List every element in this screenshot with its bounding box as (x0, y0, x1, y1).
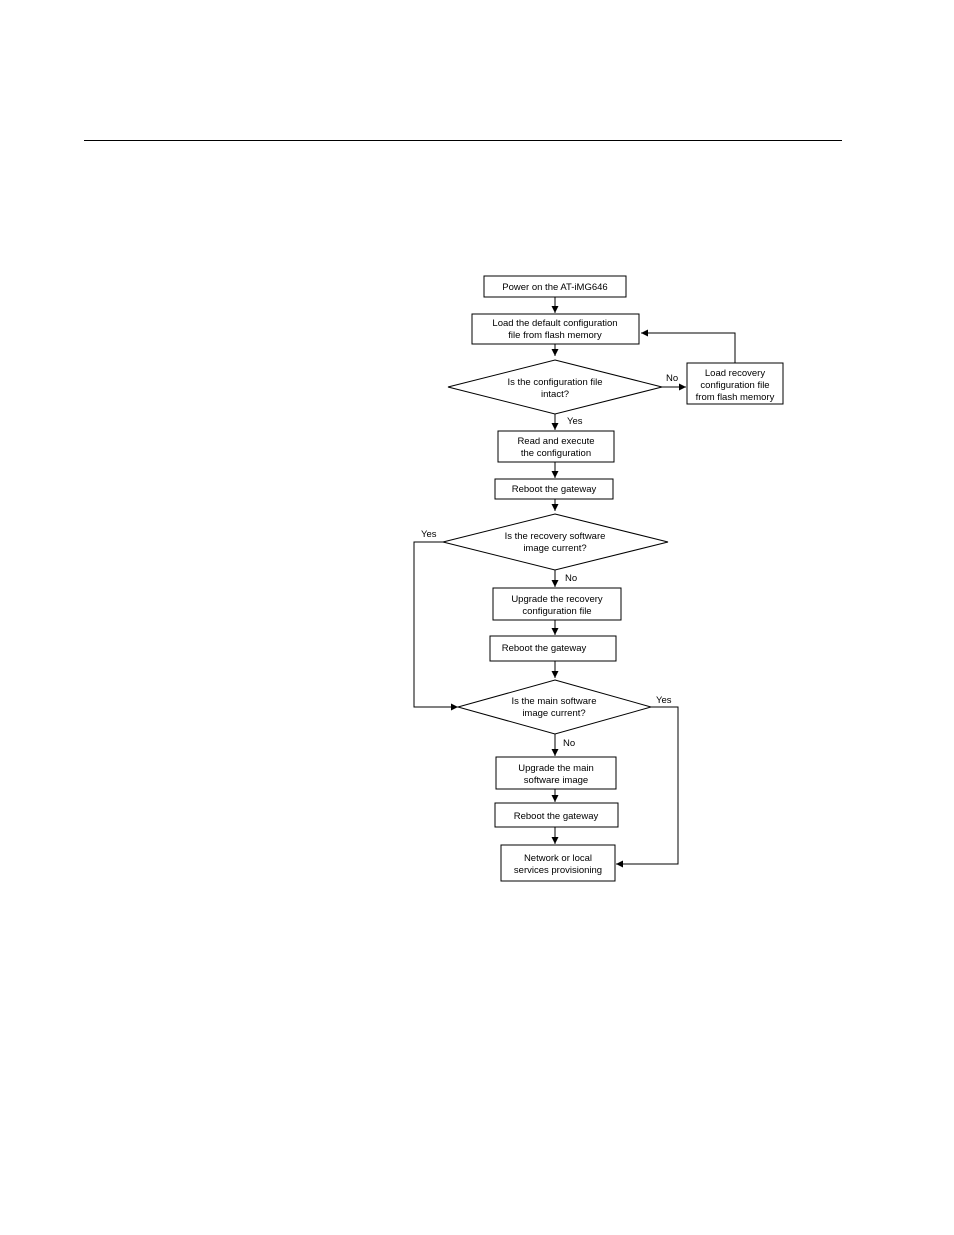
node-label (514, 853, 602, 876)
node-label (696, 368, 775, 403)
node-label-line: Reboot the gateway (501, 643, 587, 654)
label-recovery-no: No (565, 573, 578, 584)
node-upgrade-recovery-config (493, 588, 621, 620)
node-label-line: Is the main software (511, 696, 597, 707)
node-label (502, 282, 607, 293)
node-label (512, 484, 597, 495)
node-main-image-current-decision (458, 680, 651, 734)
node-label-line: services provisioning (513, 865, 603, 876)
node-label (517, 436, 594, 459)
edge-recovery-loop (641, 333, 735, 363)
node-power-on (484, 276, 626, 297)
label-main-yes: Yes (656, 695, 672, 706)
node-label-line: Upgrade the recovery (511, 594, 603, 605)
node-reboot-gateway-2 (490, 636, 616, 661)
node-label-line: Load recovery (704, 368, 766, 379)
node-label (514, 811, 599, 822)
node-label-line: Reboot the gateway (511, 484, 597, 495)
node-load-recovery-config (687, 363, 783, 404)
edge-recovery-yes (414, 542, 458, 707)
node-label-line: Is the recovery software (504, 531, 606, 542)
node-label-line: file from flash memory (508, 330, 602, 341)
node-label-line: the configuration (520, 448, 592, 459)
node-label-line: configuration file (522, 606, 592, 617)
node-recovery-image-current-decision (443, 514, 668, 570)
node-label-line: Network or local (523, 853, 593, 864)
node-label-line: from flash memory (695, 392, 775, 403)
node-load-default-config (472, 314, 639, 344)
node-label (511, 594, 603, 617)
node-config-intact-decision (448, 360, 662, 414)
node-read-execute-config (498, 431, 614, 462)
node-label-line: software image (523, 775, 589, 786)
label-intact-yes: Yes (567, 416, 583, 427)
node-label-line: image current? (522, 708, 586, 719)
node-label-line: Reboot the gateway (513, 811, 599, 822)
node-label (502, 643, 587, 654)
node-label-line: Is the configuration file (507, 377, 603, 388)
node-services-provisioning (501, 845, 615, 881)
node-label-line: intact? (541, 389, 569, 400)
edge-main-yes (616, 707, 678, 864)
node-label-line: image current? (523, 543, 587, 554)
node-label (518, 763, 594, 786)
label-main-no: No (563, 738, 576, 749)
node-reboot-gateway-3 (495, 803, 618, 827)
node-label-line: Power on the AT-iMG646 (502, 282, 608, 293)
node-label-line: Upgrade the main (518, 763, 594, 774)
node-upgrade-main-image (496, 757, 616, 789)
label-recovery-yes: Yes (421, 529, 437, 540)
node-label-line: Read and execute (517, 436, 595, 447)
node-label (492, 318, 617, 341)
node-label (511, 696, 596, 719)
node-label-line: Load the default configuration (492, 318, 618, 329)
node-reboot-gateway-1 (495, 479, 613, 499)
node-label-line: configuration file (700, 380, 770, 391)
label-intact-no: No (666, 373, 679, 384)
